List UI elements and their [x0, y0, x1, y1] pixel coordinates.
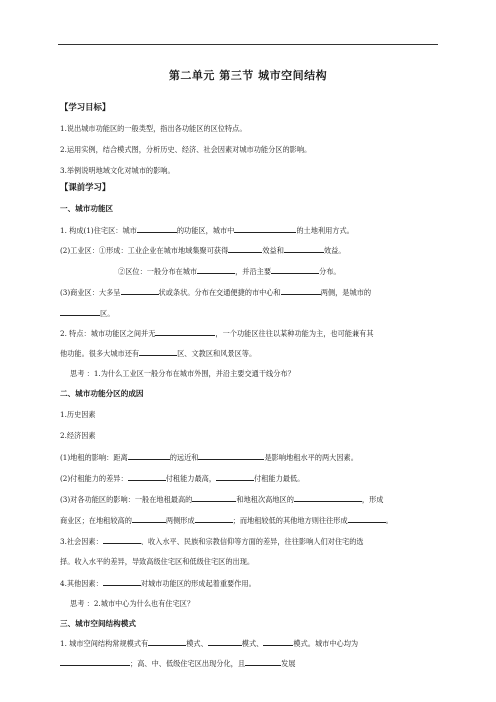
s2-line-3: (1)地租的影响：距离 的远近和 是影响地租水平的两大因素。 — [60, 453, 358, 462]
section-3-title: 三、城市空间结构模式 — [60, 619, 136, 628]
s1-line-5: 区。 — [60, 308, 114, 319]
goal-3: 3.举例说明地域文化对城市的影响。 — [60, 166, 175, 175]
s1-line-1: 1. 构成(1)住宅区：城市 的功能区，城市中 的土地利用方式。 — [60, 226, 354, 235]
header-rule — [58, 44, 438, 45]
think-1: 思考 ：1.为什么工业区一般分布在城市外围，并沿主要交通干线分布？ — [70, 369, 295, 378]
s2-line-4: (2)付租能力的差异： 付租能力最高， 付租能力最低。 — [60, 474, 305, 483]
goal-2: 2.运用实例，结合模式图，分析历史、经济、社会因素对城市功能分区的影响。 — [60, 145, 312, 154]
s2-line-7: 3.社会因素： 、收入水平、民族和宗教信仰等方面的差异，往往影响人们对住宅的选 — [60, 537, 364, 546]
s2-line-2: 2.经济因素 — [60, 431, 96, 440]
s2-line-8: 择。收入水平的差异，导致高级住宅区和低级住宅区的出现。 — [60, 557, 255, 566]
section-2-title: 二、城市功能分区的成因 — [60, 389, 144, 398]
s1-line-2: (2)工业区：①形成：工业企业在城市地域集聚可获得 效益和 效益。 — [60, 246, 346, 255]
s2-line-6: 商业区；在地租较高的 两侧形成 ；而地租较低的其他地方则往往形成 。 — [60, 516, 393, 525]
s1-line-7: 他功能。很多大城市还有 区、文教区和风景区等。 — [60, 349, 257, 358]
heading-learning-goals: 【学习目标】 — [60, 102, 111, 112]
s3-line-1: 1. 城市空间结构常规模式有 模式、 模式、 模式。城市中心均为 — [60, 639, 359, 648]
s2-line-5: (3)对各功能区的影响：一般在地租最高的 和地租次高地区的 ，形成 — [60, 495, 384, 504]
goal-1: 1.说出城市功能区的一般类型，指出各功能区的区位特点。 — [60, 124, 247, 133]
think-2: 思考 ：2.城市中心为什么也有住宅区？ — [70, 599, 195, 608]
s2-line-9: 4.其他因素： 对城市功能区的形成起着重要作用。 — [60, 579, 256, 588]
s1-line-3: ②区位：一般分布在城市 ，并沿主要 分布。 — [118, 267, 341, 276]
heading-prestudy: 【课前学习】 — [60, 182, 111, 192]
s1-line-4: (3)商业区：大多呈 状或条状。分布在交通便捷的市中心和 两侧，是城市的 — [60, 288, 372, 297]
page-title: 第二单元 第三节 城市空间结构 — [168, 69, 328, 82]
s2-line-1: 1.历史因素 — [60, 410, 96, 419]
s1-line-6: 2. 特点：城市功能区之间并无 ，一个功能区往往以某种功能为主，也可能兼有其 — [60, 329, 374, 338]
s3-line-2: ；高、中、低级住宅区出现分化，且 发展 — [60, 658, 295, 669]
section-1-title: 一、城市功能区 — [60, 204, 114, 213]
